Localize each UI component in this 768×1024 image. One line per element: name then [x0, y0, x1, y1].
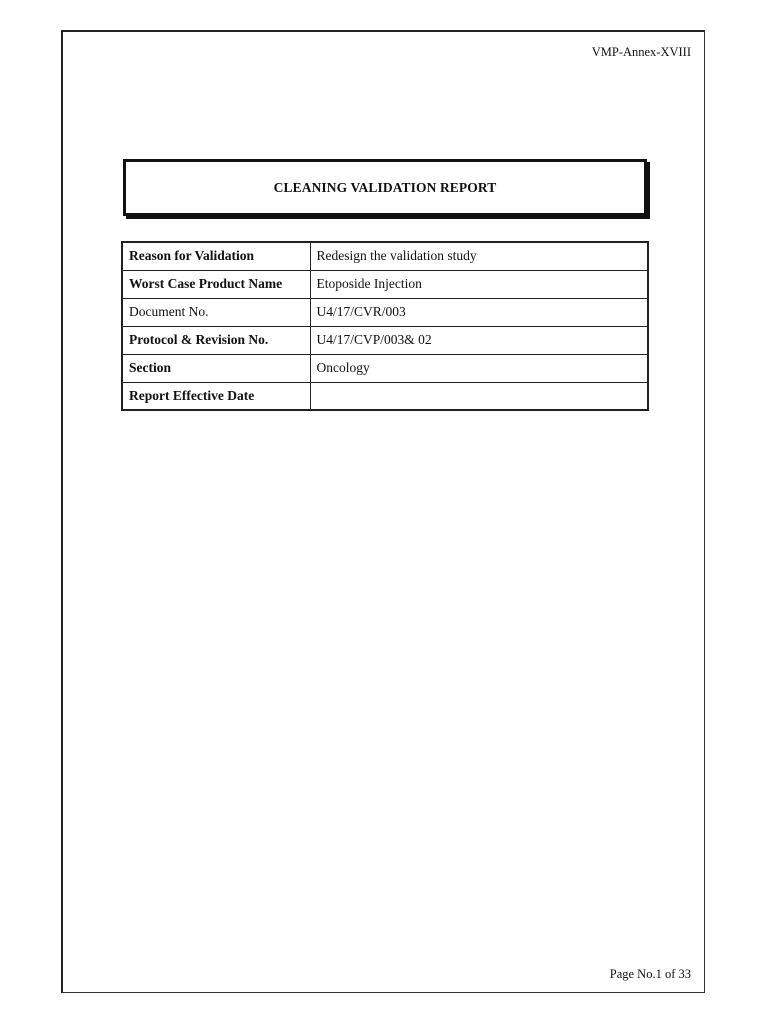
- section-value: Oncology: [310, 354, 648, 382]
- table-row: [122, 242, 648, 270]
- table-row: [122, 382, 648, 410]
- report-title-box: [123, 159, 647, 216]
- worst-case-product-label: Worst Case Product Name: [122, 270, 310, 298]
- document-page: [61, 30, 705, 993]
- table-row: [122, 354, 648, 382]
- protocol-revision-value: U4/17/CVP/003& 02: [310, 326, 648, 354]
- table-row: [122, 298, 648, 326]
- document-reference: VMP-Annex-XVIII: [591, 45, 691, 59]
- document-number-value: U4/17/CVR/003: [310, 298, 648, 326]
- reason-value: Redesign the validation study: [310, 242, 648, 270]
- report-info-table: [121, 241, 649, 411]
- document-number-label: Document No.: [122, 298, 310, 326]
- table-row: [122, 270, 648, 298]
- report-effective-date-value: [310, 382, 648, 410]
- protocol-revision-label: Protocol & Revision No.: [122, 326, 310, 354]
- worst-case-product-value: Etoposide Injection: [310, 270, 648, 298]
- reason-label: Reason for Validation: [122, 242, 310, 270]
- report-effective-date-label: Report Effective Date: [122, 382, 310, 410]
- table-row: [122, 326, 648, 354]
- report-title: CLEANING VALIDATION REPORT: [273, 179, 497, 195]
- section-label: Section: [122, 354, 310, 382]
- page-number: Page No.1 of 33: [609, 967, 691, 981]
